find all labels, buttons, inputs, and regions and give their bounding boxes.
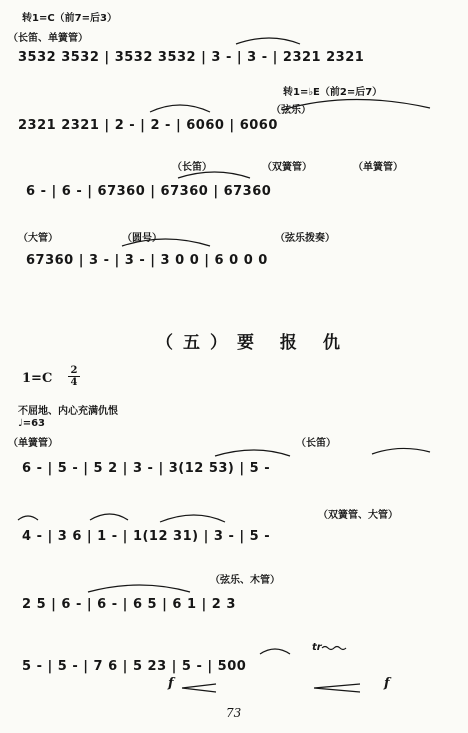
dynamic-forte-1: f: [168, 676, 174, 691]
slur: [178, 172, 250, 178]
page-number: 73: [226, 706, 242, 720]
slur: [90, 514, 128, 520]
score-row-b4: 5 - | 5 - | 7 6 | 5 23 | 5 - | 500: [22, 659, 247, 674]
instrument-label-clarinet-b: （单簧管）: [8, 438, 58, 449]
section-title: （五）要 报 仇: [156, 333, 350, 353]
slur: [88, 585, 190, 592]
slur: [122, 239, 210, 246]
crescendo: [314, 684, 360, 692]
instrument-label-oboe: （双簧管）: [262, 162, 312, 173]
instrument-label-flute-clarinet: （长笛、单簧管）: [8, 33, 88, 44]
slur: [236, 38, 300, 44]
slur: [372, 448, 430, 454]
score-row-b3: 2 5 | 6 - | 6 - | 6 5 | 6 1 | 2 3: [22, 597, 236, 612]
slur: [160, 515, 225, 522]
crescendo: [182, 684, 216, 692]
trill-wave: [322, 647, 346, 650]
key-signature: 1=C: [22, 371, 53, 386]
time-signature-bottom: 4: [70, 377, 78, 388]
slur: [18, 516, 38, 520]
modulation-marking-1: 转1=C（前7=后3）: [22, 13, 117, 24]
score-row-4: 67360 | 3 - | 3 - | 3 0 0 | 6 0 0 0: [26, 253, 268, 268]
score-row-3: 6 - | 6 - | 67360 | 67360 | 67360: [26, 184, 272, 199]
slur: [215, 450, 290, 456]
dynamic-forte-2: f: [384, 676, 390, 691]
slur: [260, 649, 290, 654]
instrument-label-clarinet: （单簧管）: [353, 162, 403, 173]
slur: [282, 99, 430, 110]
score-row-b2: 4 - | 3 6 | 1 - | 1(12 31) | 3 - | 5 -: [22, 529, 271, 544]
instrument-label-flute: （长笛）: [172, 162, 212, 173]
modulation-marking-2: 转1=♭E（前2=后7）: [283, 87, 383, 98]
instrument-label-strings: （弦乐）: [271, 105, 311, 116]
time-signature-top: 2: [70, 365, 78, 376]
expression-marking: 不屈地、内心充满仇恨: [18, 406, 118, 417]
slur: [150, 105, 210, 112]
instrument-label-pizzicato: （弦乐拨奏）: [275, 233, 335, 244]
instrument-label-horn: （圆号）: [122, 233, 162, 244]
instrument-label-bassoon: （大管）: [18, 233, 58, 244]
score-row-1: 3532 3532 | 3532 3532 | 3 - | 3 - | 2321 2321: [18, 50, 365, 65]
instrument-label-strings-woodwinds: （弦乐、木管）: [210, 575, 280, 586]
score-row-2: 2321 2321 | 2 - | 2 - | 6060 | 6060: [18, 118, 278, 133]
instrument-label-flute-b: （长笛）: [296, 438, 336, 449]
trill-marking: tr: [312, 642, 322, 653]
tempo-marking: ♩=63: [18, 418, 46, 429]
score-row-b1: 6 - | 5 - | 5 2 | 3 - | 3(12 53) | 5 -: [22, 461, 271, 476]
instrument-label-oboe-bassoon: （双簧管、大管）: [318, 510, 398, 521]
